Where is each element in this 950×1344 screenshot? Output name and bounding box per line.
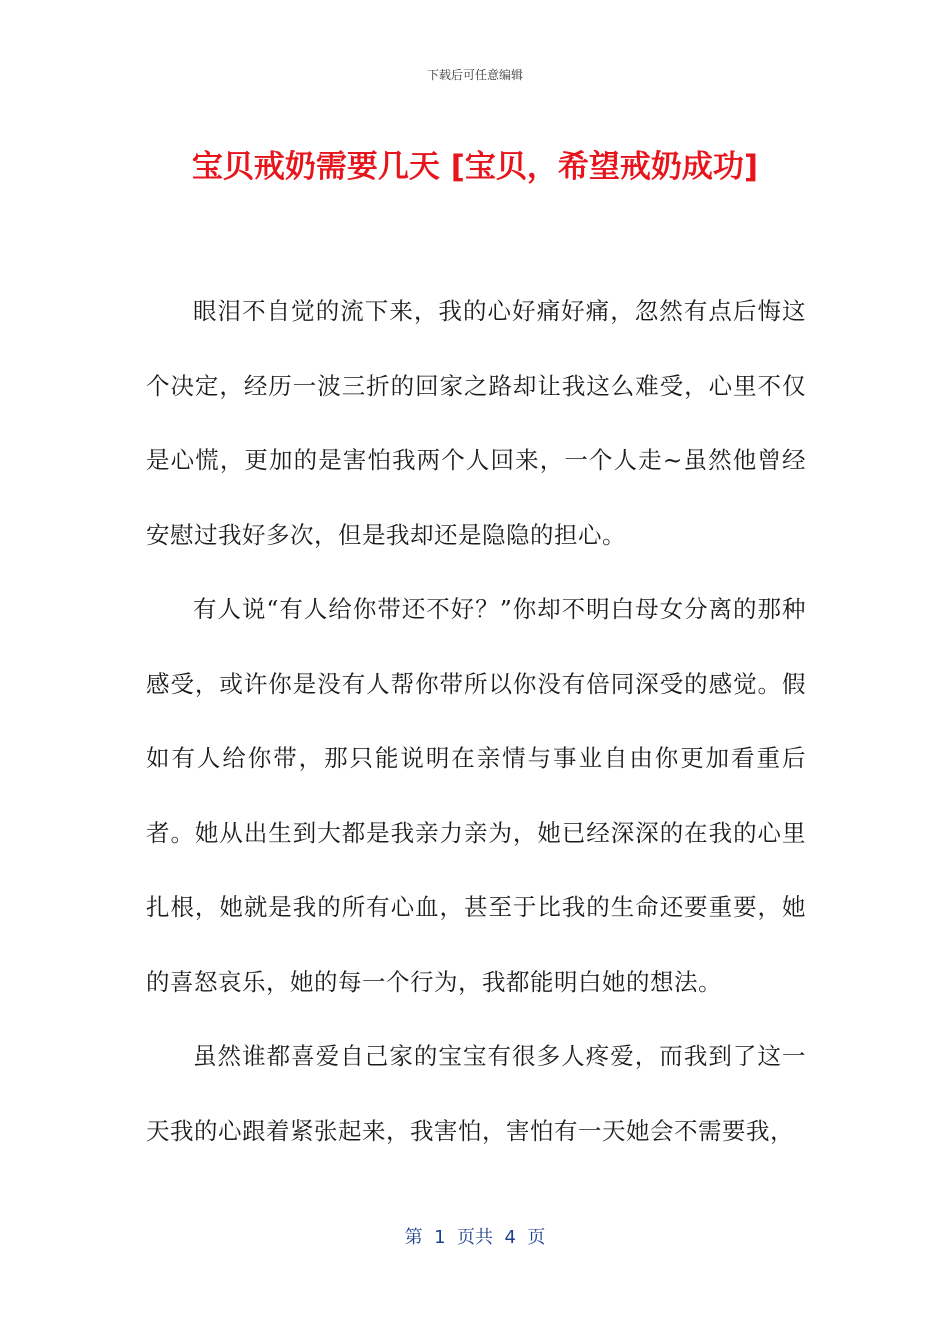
document-title: 宝贝戒奶需要几天 [宝贝，希望戒奶成功] <box>191 149 759 185</box>
page-number-footer: 第 1 页共 4 页 <box>404 1227 546 1248</box>
document-body <box>146 274 806 1168</box>
header-note: 下载后可任意编辑 <box>426 68 523 82</box>
paragraph-3: 虽然谁都喜爱自己家的宝宝有很多人疼爱，而我到了这一天我的心跟着紧张起来，我害怕，害怕有一天她会不需要我， <box>146 1042 806 1145</box>
paragraph-1: 眼泪不自觉的流下来，我的心好痛好痛，忽然有点后悔这个决定，经历一波三折的回家之路却让我这么难受，心里不仅是心慌，更加的是害怕我两个人回来，一个人走~虽然他曾经安慰过我好多次，但是我却还是隐隐的担心。 <box>146 297 806 549</box>
paragraph-2: 有人说“有人给你带还不好？”你却不明白母女分离的那种感受，或许你是没有人帮你带所以你没有倍同深受的感觉。假如有人给你带，那只能说明在亲情与事业自由你更加看重后者。她从出生到大都是我亲力亲为，她已经深深的在我的心里扎根，她就是我的所有心血，甚至于比我的生命还要重要，她的喜怒哀乐，她的每一个行为，我都能明白她的想法。 <box>146 595 806 996</box>
